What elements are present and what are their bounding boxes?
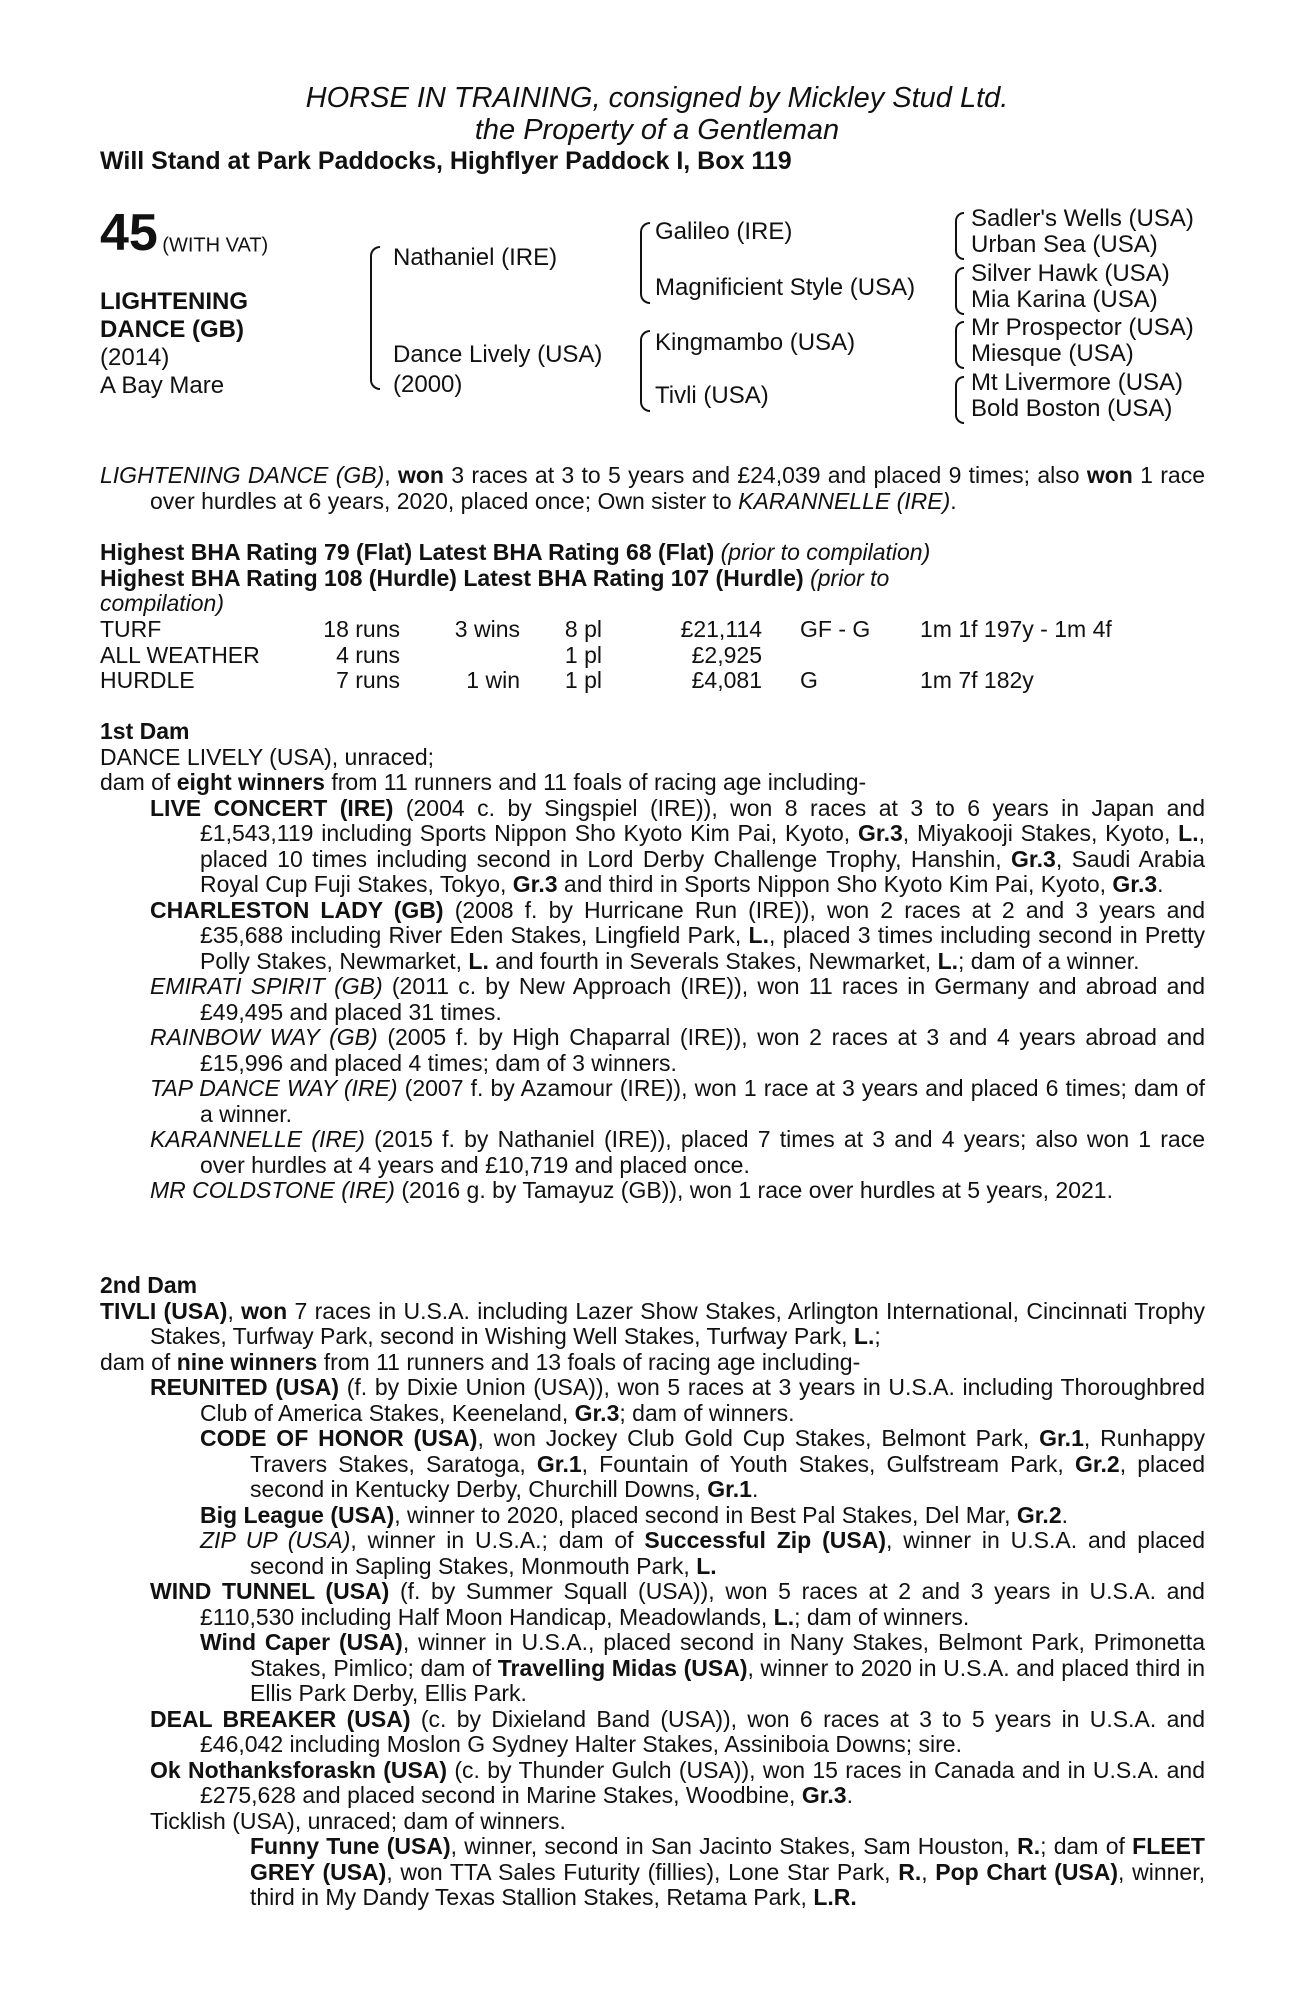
pedigree-sdd: Mia Karina (USA) [971, 286, 1158, 313]
stats-runs: 18 runs [323, 616, 400, 642]
rating-hurdle: Highest BHA Rating 108 (Hurdle) Latest BHA Rating 107 (Hurdle) [100, 564, 804, 591]
list-item: CODE OF HONOR (USA), won Jockey Club Gold Cup Stakes, Belmont Park, Gr.1, Runhappy Travers Stakes, Saratoga, Gr.1, Fountain of Youth Stakes, Gulfstream Park, Gr.2, placed second in Kentucky Derby, Churchill Downs, Gr.1. [200, 1425, 1205, 1502]
second-dam-line: TIVLI (USA), won 7 races in U.S.A. including Lazer Show Stakes, Arlington International, Cincinnati Trophy Stakes, Turfway Park, second in Wishing Well Stakes, Turfway Park, L.; [100, 1297, 1205, 1349]
list-item: WIND TUNNEL (USA) (f. by Summer Squall (USA)), won 5 races at 2 and 3 years in U.S.A. and £110,530 including Half Moon Handicap, Meadowlands, L.; dam of winners. [150, 1578, 1205, 1630]
stats-surface: ALL WEATHER [100, 641, 260, 668]
race-summary: LIGHTENING DANCE (GB), won 3 races at 3 to 5 years and £24,039 and placed 9 times; also won 1 race over hurdles at 6 years, 2020, placed once; Own sister to KARANNELLE (IRE). [100, 462, 1205, 514]
second-dam-section [100, 1273, 1205, 1911]
summary-text-1: 3 races at 3 to 5 years and £24,039 and placed 9 times; also [443, 462, 1080, 488]
pedigree-dam-year: (2000) [393, 371, 463, 398]
list-item: REUNITED (USA) (f. by Dixie Union (USA)), won 5 races at 3 years in U.S.A. including Thoroughbred Club of America Stakes, Keeneland, Gr.3; dam of winners. [150, 1374, 1205, 1426]
table-row [100, 668, 1112, 694]
stats-amount: £2,925 [691, 641, 762, 668]
pedigree-dds: Mt Livermore (USA) [971, 369, 1184, 396]
list-item: EMIRATI SPIRIT (GB) (2011 c. by New Approach (IRE)), won 11 races in Germany and abroad and £49,495 and placed 31 times. [150, 973, 1205, 1025]
summary-won-2: won [1086, 462, 1133, 488]
pedigree-ddd: Bold Boston (USA) [971, 395, 1173, 422]
pedigree-bracket-sds [955, 267, 964, 315]
stats-wins: 1 win [466, 667, 520, 693]
pedigree-dss: Mr Prospector (USA) [971, 314, 1194, 341]
list-item: Funny Tune (USA), winner, second in San Jacinto Stakes, Sam Houston, R.; dam of FLEET GREY (USA), won TTA Sales Futurity (fillies), Lone Star Park, R., Pop Chart (USA), winner, third in My Dandy Texas Stallion Stakes, Retama Park, L.R. [250, 1833, 1205, 1910]
lot-number: 45 [100, 204, 158, 262]
list-item: CHARLESTON LADY (GB) (2008 f. by Hurricane Run (IRE)), won 2 races at 2 and 3 years and £35,688 including River Eden Stakes, Lingfield Park, L., placed 3 times including second in Pretty Polly Stakes, Newmarket, L. and fourth in Severals Stakes, Newmarket, L.; dam of a winner. [150, 896, 1205, 974]
stats-placed: 8 pl [564, 616, 602, 642]
horse-name [100, 288, 248, 344]
list-item: Ok Nothanksforaskn (USA) (c. by Thunder Gulch (USA)), won 15 races in Canada and in U.S.A. and £275,628 and placed second in Marine Stakes, Woodbine, Gr.3. [150, 1756, 1205, 1808]
list-item: KARANNELLE (IRE) (2015 f. by Nathaniel (IRE)), placed 7 times at 3 and 4 years; also won 1 race over hurdles at 4 years and £10,719 and placed once. [150, 1126, 1206, 1178]
pedigree-sire-sire: Galileo (IRE) [655, 218, 793, 245]
pedigree-dam-dam: Tivli (USA) [655, 382, 769, 409]
rating-hurdle-note: (prior to [803, 564, 890, 591]
list-item: LIVE CONCERT (IRE) (2004 c. by Singspiel (IRE)), won 8 races at 3 to 6 years in Japan and £1,543,119 including Sports Nippon Sho Kyoto Kim Pai, Kyoto, Gr.3, Miyakooji Stakes, Kyoto, L., placed 10 times including second in Lord Derby Challenge Trophy, Hanshin, Gr.3, Saudi Arabia Royal Cup Fuji Stakes, Tokyo, Gr.3 and third in Sports Nippon Sho Kyoto Kim Pai, Kyoto, Gr.3. [150, 794, 1206, 897]
summary-sister: KARANNELLE (IRE) [738, 487, 951, 514]
pedigree-ssd: Urban Sea (USA) [971, 231, 1158, 258]
summary-text-3: . [950, 487, 957, 514]
second-dam-produce-line: dam of nine winners from 11 runners and 13 foals of racing age including- [100, 1348, 861, 1375]
pedigree-dam-sire: Kingmambo (USA) [655, 329, 856, 356]
stats-going: GF - G [800, 616, 871, 642]
horse-year: (2014) [100, 344, 170, 371]
pedigree-bracket-dss [955, 321, 964, 369]
rating-flat-note: (prior to compilation) [714, 539, 931, 565]
stats-wins: 3 wins [454, 616, 520, 642]
stats-surface: HURDLE [100, 667, 195, 693]
table-row [100, 643, 1112, 669]
stats-going: G [800, 667, 818, 693]
list-item: RAINBOW WAY (GB) (2005 f. by High Chaparral (IRE)), won 2 races at 3 and 4 years abroad and £15,996 and placed 4 times; dam of 3 winners. [150, 1024, 1205, 1076]
list-item: MR COLDSTONE (IRE) (2016 g. by Tamayuz (GB)), won 1 race over hurdles at 5 years, 2021. [150, 1177, 1113, 1203]
stats-going [762, 643, 920, 669]
horse-name-line1: LIGHTENING [100, 288, 248, 315]
header-consignor: HORSE IN TRAINING, consigned by Mickley Stud Ltd. [305, 82, 1009, 114]
stats-wins [400, 643, 520, 669]
table-row [100, 617, 1112, 643]
pedigree-sire: Nathaniel (IRE) [393, 244, 558, 271]
header-property: the Property of a Gentleman [474, 114, 840, 146]
stats-runs: 7 runs [336, 667, 400, 693]
pedigree-dsd: Miesque (USA) [971, 340, 1134, 367]
horse-sex: A Bay Mare [100, 372, 225, 399]
stats-placed: 1 pl [564, 667, 602, 693]
first-dam-produce-line: dam of eight winners from 11 runners and 11 foals of racing age including- [100, 769, 867, 795]
stats-placed: 1 pl [564, 641, 602, 668]
horse-name-line2: DANCE (GB) [100, 316, 244, 343]
list-item: ZIP UP (USA), winner in U.S.A.; dam of Successful Zip (USA), winner in U.S.A. and placed second in Sapling Stakes, Monmouth Park, L. [200, 1527, 1205, 1579]
list-item: Wind Caper (USA), winner in U.S.A., placed second in Nany Stakes, Belmont Park, Primonetta Stakes, Pimlico; dam of Travelling Midas (USA), winner to 2020 in U.S.A. and placed third in Ellis Park Derby, Ellis Park. [200, 1629, 1206, 1706]
race-stats-table [100, 617, 1112, 694]
rating-hurdle-note-2: compilation) [100, 590, 224, 616]
lot-number-block [100, 205, 268, 261]
list-item: Big League (USA), winner to 2020, placed second in Best Pal Stakes, Del Mar, Gr.2. [200, 1501, 1069, 1528]
pedigree-bracket-sss [955, 212, 964, 260]
stats-amount: £4,081 [691, 667, 762, 693]
pedigree-sss: Sadler's Wells (USA) [971, 205, 1194, 232]
stats-amount: £21,114 [680, 616, 762, 642]
list-item: TAP DANCE WAY (IRE) (2007 f. by Azamour (IRE)), won 1 race at 3 years and placed 6 times; dam of a winner. [150, 1075, 1205, 1127]
second-dam-heading: 2nd Dam [100, 1272, 198, 1298]
stats-distance: 1m 1f 197y - 1m 4f [920, 616, 1112, 642]
summary-won: won [397, 462, 444, 488]
stats-surface: TURF [100, 616, 162, 642]
list-item: DEAL BREAKER (USA) (c. by Dixieland Band (USA)), won 6 races at 3 to 5 years in U.S.A. and £46,042 including Moslon G Sydney Halter Stakes, Assiniboia Downs; sire. [150, 1705, 1205, 1757]
pedigree-bracket-ss [640, 222, 650, 304]
pedigree-sds: Silver Hawk (USA) [971, 260, 1170, 287]
stats-distance [920, 643, 1112, 669]
list-item: Ticklish (USA), unraced; dam of winners. [150, 1807, 566, 1834]
first-dam-section [100, 719, 1205, 1204]
summary-horse-name: LIGHTENING DANCE (GB) [100, 462, 385, 488]
stats-distance: 1m 7f 182y [920, 667, 1034, 693]
header-location: Will Stand at Park Paddocks, Highflyer Paddock I, Box 119 [100, 147, 792, 175]
pedigree-bracket-dds [955, 376, 964, 424]
pedigree-dam: Dance Lively (USA) [393, 341, 603, 368]
first-dam-line: DANCE LIVELY (USA), unraced; [100, 743, 435, 770]
rating-flat: Highest BHA Rating 79 (Flat) Latest BHA Rating 68 (Flat) [100, 539, 715, 565]
vat-note: (WITH VAT) [162, 234, 269, 257]
pedigree-bracket-1 [370, 246, 380, 390]
ratings [100, 540, 1205, 617]
pedigree-sire-dam: Magnificient Style (USA) [655, 274, 916, 301]
pedigree-bracket-ds [640, 330, 650, 412]
first-dam-heading: 1st Dam [100, 718, 190, 744]
summary-text-2: 1 race over hurdles at 6 years, 2020, placed once; Own sister to [150, 462, 1205, 514]
stats-runs: 4 runs [336, 641, 400, 668]
